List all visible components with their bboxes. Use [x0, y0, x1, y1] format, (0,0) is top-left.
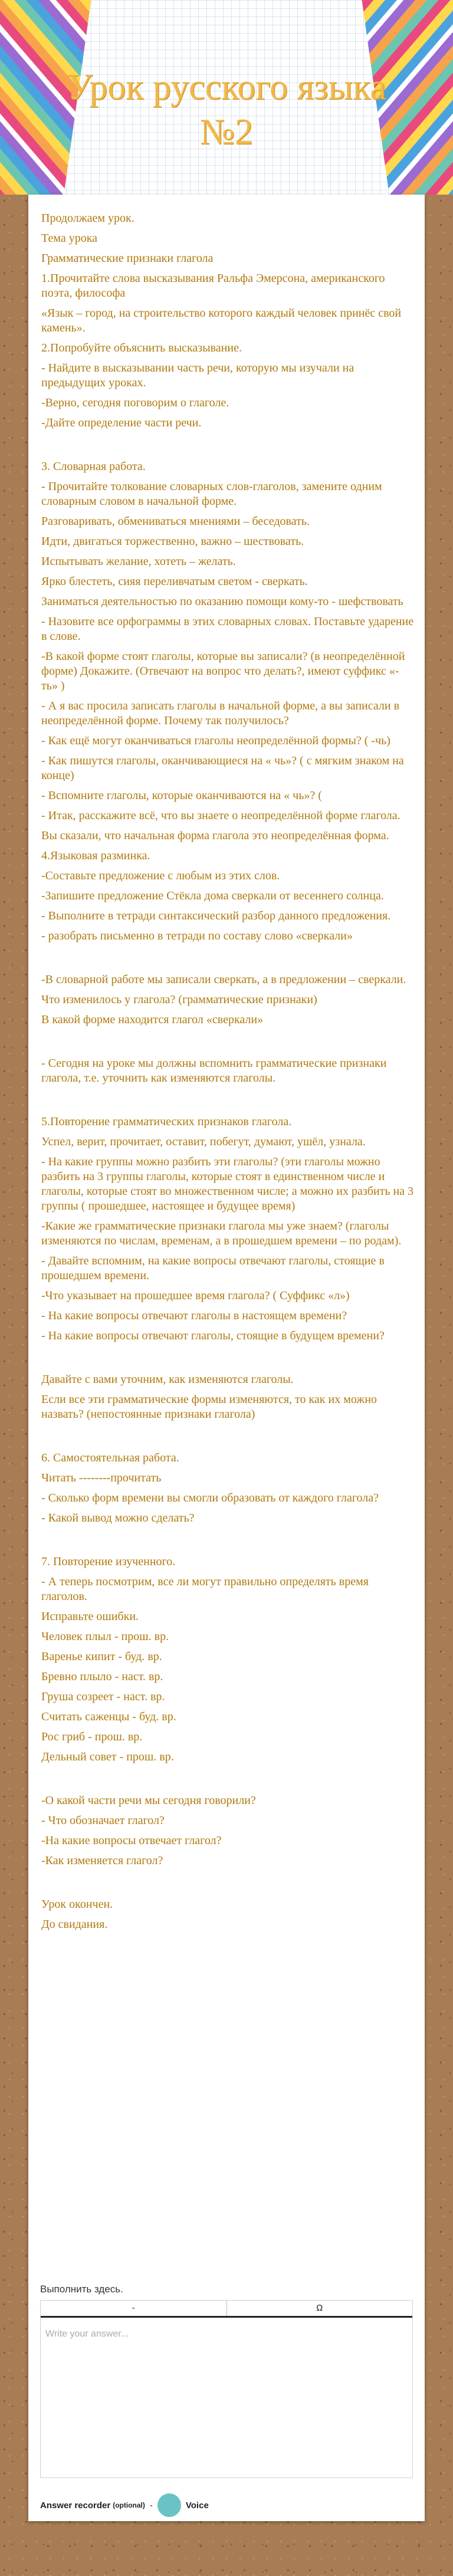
lesson-line: Что изменилось у глагола? (грамматические признаки) — [41, 993, 317, 1006]
lesson-line: - Итак, расскажите всё, что вы знаете о неопределённой форме глагола. — [41, 809, 401, 822]
lesson-line: - Что обозначает глагол? — [41, 1814, 165, 1827]
lesson-line: - Сегодня на уроке мы должны вспомнить грамматические признаки глагола, т.е. уточнить как изменяются глаголы. — [41, 1057, 387, 1085]
recorder-label: Answer recorder — [40, 2500, 111, 2511]
lesson-line: Заниматься деятельностью по оказанию помощи кому-то - шефствовать — [41, 595, 403, 608]
lesson-line: Испытывать желание, хотеть – желать. — [41, 555, 236, 568]
answer-heading: Выполнить здесь. — [40, 2283, 123, 2295]
lesson-line: Рос гриб - прош. вр. — [41, 1730, 143, 1743]
voice-record-button[interactable] — [157, 2493, 181, 2517]
lesson-content — [41, 211, 414, 1937]
lesson-line: Продолжаем урок. — [41, 212, 134, 225]
recorder-separator: - — [149, 2500, 153, 2511]
lesson-line: «Язык – город, на строительство которого каждый человек принёс свой камень». — [41, 307, 402, 334]
lesson-line: - Сколько форм времени вы смогли образовать от каждого глагола? — [41, 1491, 379, 1504]
lesson-line: Человек плыл - прош. вр. — [41, 1630, 169, 1643]
paragraph-spacer — [41, 1427, 414, 1451]
lesson-line: - Как ещё могут оканчиваться глаголы неопределённой формы? ( -чь) — [41, 734, 390, 747]
paragraph-spacer — [41, 1349, 414, 1372]
paragraph-spacer — [41, 1531, 414, 1555]
lesson-line: Урок окончен. — [41, 1898, 113, 1911]
lesson-line: - Какой вывод можно сделать? — [41, 1512, 195, 1524]
lesson-line: - разобрать письменно в тетради по составу слово «сверкали» — [41, 929, 353, 942]
lesson-line: - А теперь посмотрим, все ли могут правильно определять время глаголов. — [41, 1575, 369, 1603]
lesson-line: - Назовите все орфограммы в этих словарных словах. Поставьте ударение в слове. — [41, 615, 414, 643]
lesson-line: -Дайте определение части речи. — [41, 416, 202, 429]
lesson-line: 1.Прочитайте слова высказывания Ральфа Эмерсона, американского поэта, философа — [41, 272, 385, 300]
lesson-line: - Прочитайте толкование словарных слов-глаголов, замените одним словарным словом в начальной форме. — [41, 480, 382, 508]
lesson-line: - Давайте вспомним, на какие вопросы отвечают глаголы, стоящие в прошедшем времени. — [41, 1254, 385, 1282]
lesson-line: Если все эти грамматические формы изменяются, то как их можно назвать? (непостоянные признаки глагола) — [41, 1393, 377, 1421]
lesson-line: -О какой части речи мы сегодня говорили? — [41, 1794, 256, 1807]
recorder-optional-label: (optional) — [113, 2501, 145, 2509]
editor-toolbar — [41, 2301, 412, 2318]
lesson-line: Дельный совет - прош. вр. — [41, 1750, 174, 1763]
answer-editor — [40, 2300, 413, 2478]
lesson-line: 2.Попробуйте объяснить высказывание. — [41, 341, 242, 354]
page-title: Урок русского языка №2 — [66, 67, 386, 152]
lesson-line: -Какие же грамматические признаки глагола мы уже знаем? (глаголы изменяются по числам, временам, а в прошедшем времени – по родам). — [41, 1220, 402, 1247]
lesson-line: 7. Повторение изученного. — [41, 1555, 176, 1568]
lesson-line: - Найдите в высказывании часть речи, которую мы изучали на предыдущих уроках. — [41, 362, 354, 389]
lesson-line: Тема урока — [41, 232, 98, 245]
lesson-line: 6. Самостоятельная работа. — [41, 1451, 179, 1464]
lesson-line: Вы сказали, что начальная форма глагола это неопределённая форма. — [41, 829, 389, 842]
lesson-line: -Верно, сегодня поговорим о глаголе. — [41, 396, 229, 409]
lesson-line: Исправьте ошибки. — [41, 1610, 139, 1623]
lesson-sheet — [28, 195, 425, 2521]
answer-input[interactable] — [41, 2319, 413, 2486]
lesson-line: 4.Языковая разминка. — [41, 849, 150, 862]
lesson-line: Успел, верит, прочитает, оставит, побегут, думают, ушёл, узнала. — [41, 1135, 366, 1148]
paragraph-spacer — [41, 1033, 414, 1056]
lesson-line: -Запишите предложение Стёкла дома сверкали от весеннего солнца. — [41, 889, 384, 902]
paragraph-spacer — [41, 436, 414, 459]
lesson-line: Груша созреет - наст. вр. — [41, 1690, 165, 1703]
lesson-line: -Что указывает на прошедшее время глагола? ( Суффикс «л») — [41, 1289, 350, 1302]
lesson-line: 5.Повторение грамматических признаков глагола. — [41, 1115, 292, 1128]
answer-recorder — [40, 2493, 413, 2517]
lesson-line: - На какие вопросы отвечают глаголы, стоящие в будущем времени? — [41, 1329, 385, 1342]
lesson-line: - Как пишутся глаголы, оканчивающиеся на « чь»? ( с мягким знаком на конце) — [41, 754, 404, 782]
lesson-line: - На какие вопросы отвечают глаголы в настоящем времени? — [41, 1309, 347, 1322]
lesson-line: - На какие группы можно разбить эти глаголы? (эти глаголы можно разбить на 3 группы глаголы, которые стоят в единственном числе и глаголы, которые стоят во множественном числе; а можно их разбить на 3 группы ( прошедшее, настоящее и будущее время) — [41, 1155, 414, 1213]
lesson-line: Грамматические признаки глагола — [41, 252, 214, 265]
lesson-line: - Вспомните глаголы, которые оканчиваются на « чь»? ( — [41, 789, 322, 802]
lesson-line: Давайте с вами уточним, как изменяются глаголы. — [41, 1373, 294, 1386]
lesson-line: До свидания. — [41, 1918, 108, 1931]
lesson-line: Читать --------прочитать — [41, 1471, 162, 1484]
paragraph-spacer — [41, 1770, 414, 1793]
lesson-line: - Выполните в тетради синтаксический разбор данного предложения. — [41, 909, 391, 922]
paragraph-spacer — [41, 1874, 414, 1897]
lesson-line: -В словарной работе мы записали сверкать, а в предложении – сверкали. — [41, 973, 406, 986]
lesson-line: Бревно плыло - наст. вр. — [41, 1670, 163, 1683]
lesson-line: Варенье кипит - буд. вр. — [41, 1650, 162, 1663]
voice-label: Voice — [185, 2500, 209, 2511]
lesson-line: Ярко блестеть, сияя переливчатым светом - сверкать. — [41, 575, 308, 588]
format-dash-button[interactable]: - — [132, 2303, 135, 2313]
lesson-line: -Составьте предложение с любым из этих слов. — [41, 869, 280, 882]
paragraph-spacer — [41, 949, 414, 972]
lesson-line: В какой форме находится глагол «сверкали» — [41, 1013, 264, 1026]
lesson-line: 3. Словарная работа. — [41, 460, 146, 473]
lesson-line: Разговаривать, обмениваться мнениями – беседовать. — [41, 515, 310, 528]
lesson-line: Считать саженцы - буд. вр. — [41, 1710, 176, 1723]
lesson-line: -На какие вопросы отвечает глагол? — [41, 1834, 222, 1847]
lesson-line: - А я вас просила записать глаголы в начальной форме, а вы записали в неопределённой форме. Почему так получилось? — [41, 699, 400, 727]
header-banner — [0, 0, 453, 195]
paragraph-spacer — [41, 1091, 414, 1115]
answer-section — [40, 2283, 413, 2517]
lesson-line: -Как изменяется глагол? — [41, 1854, 163, 1867]
lesson-line: Идти, двигаться торжественно, важно – шествовать. — [41, 535, 304, 548]
lesson-line: -В какой форме стоят глаголы, которые вы записали? (в неопределённой форме) Докажите. (Отвечают на вопрос что делать?, имеют суффикс «- ть» ) — [41, 650, 405, 692]
special-character-button[interactable]: Ω — [226, 2301, 413, 2316]
